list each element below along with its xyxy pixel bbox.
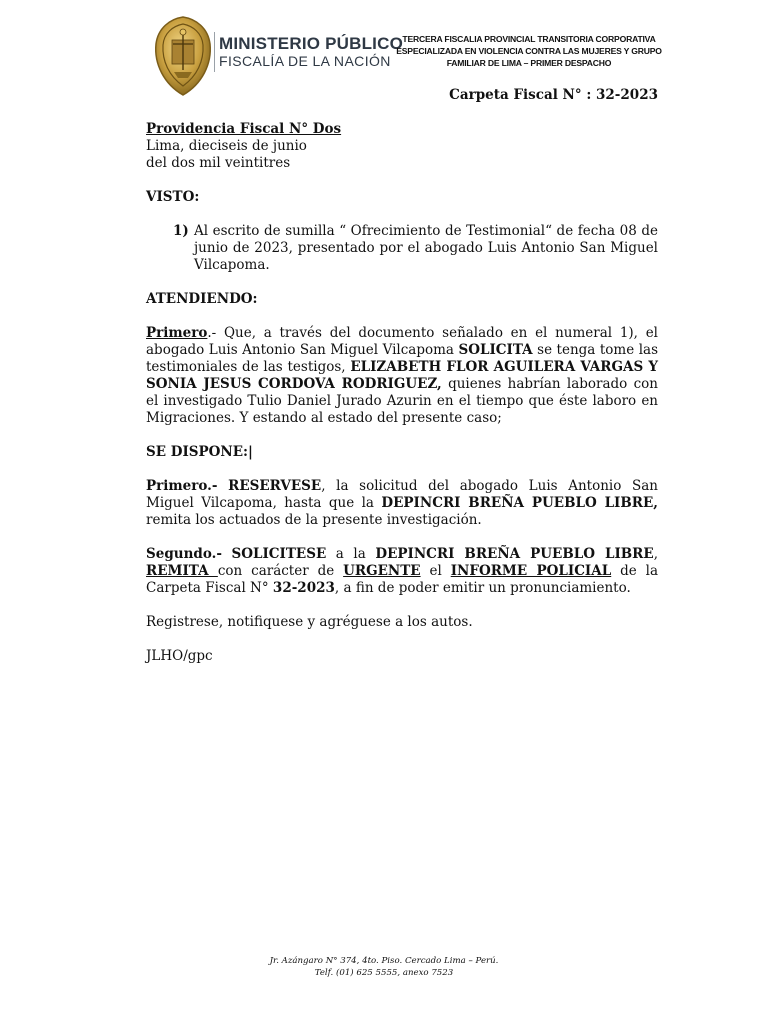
primero-text: remita los actuados de la presente investigación. — [146, 512, 482, 528]
logo-divider — [214, 32, 215, 72]
office-heading — [384, 33, 674, 69]
visto-heading: VISTO: — [146, 189, 200, 205]
segundo-text: con carácter de — [217, 563, 344, 579]
atendiendo-heading: ATENDIENDO: — [146, 291, 258, 307]
document-body — [146, 121, 658, 665]
depincri-name: DEPINCRI BREÑA PUEBLO LIBRE — [375, 546, 654, 562]
remita-keyword: REMITA — [146, 563, 218, 579]
visto-item-number: 1) — [173, 223, 189, 239]
atendiendo-label: Primero — [146, 325, 208, 341]
solicitese-keyword: SOLICITESE — [231, 546, 327, 562]
date-line-2: del dos mil veintitres — [146, 155, 291, 171]
case-file-number: Carpeta Fiscal N° : 32-2023 — [449, 87, 658, 103]
primero-text: , la solicitud del abogado Luis Antonio San Miguel Vilcapoma, hasta que la — [146, 478, 658, 511]
depincri-name: DEPINCRI BREÑA PUEBLO LIBRE, — [381, 495, 658, 511]
dispone-primero-paragraph — [146, 478, 658, 529]
institution-logo-text — [219, 34, 403, 69]
ministerio-publico-seal-icon — [152, 14, 214, 98]
urgente-keyword: URGENTE — [343, 563, 421, 579]
segundo-text: , — [653, 546, 658, 562]
closing-line: Registrese, notifiquese y agréguese a los autos. — [146, 614, 473, 630]
segundo-label: Segundo.- — [146, 546, 222, 562]
segundo-text: , a fin de poder emitir un pronunciamiento. — [334, 580, 631, 596]
footer-address: Jr. Azángaro N° 374, 4to. Piso. Cercado Lima – Perú. — [269, 956, 499, 966]
office-line-2: ESPECIALIZADA EN VIOLENCIA CONTRA LAS MUJERES Y GRUPO — [396, 46, 662, 56]
atendiendo-paragraph — [146, 325, 658, 427]
office-line-3: FAMILIAR DE LIMA – PRIMER DESPACHO — [446, 58, 612, 68]
institution-name: MINISTERIO PÚBLICO — [219, 34, 403, 53]
visto-item-text: Al escrito de sumilla “ Ofrecimiento de Testimonial“ de fecha 08 de junio de 2023, presentado por el abogado Luis Antonio San Miguel Vilcapoma. — [194, 223, 658, 273]
page-footer — [0, 955, 768, 979]
atendiendo-text: se tenga tome las testimoniales de las testigos, — [146, 342, 658, 375]
segundo-text: a la — [326, 546, 376, 562]
dispone-segundo-paragraph — [146, 546, 658, 597]
providencia-title: Providencia Fiscal N° Dos — [146, 121, 342, 137]
dispone-heading: SE DISPONE:| — [146, 444, 253, 460]
date-line-1: Lima, dieciseis de junio — [146, 138, 307, 154]
solicita-keyword: SOLICITA — [458, 342, 533, 358]
segundo-text: de la Carpeta Fiscal N° — [146, 563, 659, 596]
informe-policial-keyword: INFORME POLICIAL — [450, 563, 612, 579]
atendiendo-text: quienes habrían laborado con el investigado Tulio Daniel Jurado Azurin en el tiempo que éste laboro en Migraciones. Y estando al estado del presente caso; — [146, 376, 658, 426]
segundo-text: el — [420, 563, 451, 579]
office-line-1: TERCERA FISCALIA PROVINCIAL TRANSITORIA CORPORATIVA — [402, 34, 656, 44]
visto-item — [146, 223, 658, 274]
initials: JLHO/gpc — [146, 648, 213, 664]
witness-names: ELIZABETH FLOR AGUILERA VARGAS Y SONIA JESUS CORDOVA RODRIGUEZ, — [146, 359, 658, 392]
primero-label: Primero.- — [146, 478, 218, 494]
case-number-keyword: 32-2023 — [272, 580, 335, 596]
sub-institution-name: FISCALÍA DE LA NACIÓN — [219, 53, 391, 69]
reservese-keyword: RESERVESE — [228, 478, 322, 494]
atendiendo-text: .- Que, a través del documento señalado en el numeral 1), el abogado Luis Antonio San Miguel Vilcapoma — [146, 325, 658, 358]
footer-phone: Telf. (01) 625 5555, anexo 7523 — [314, 968, 454, 978]
